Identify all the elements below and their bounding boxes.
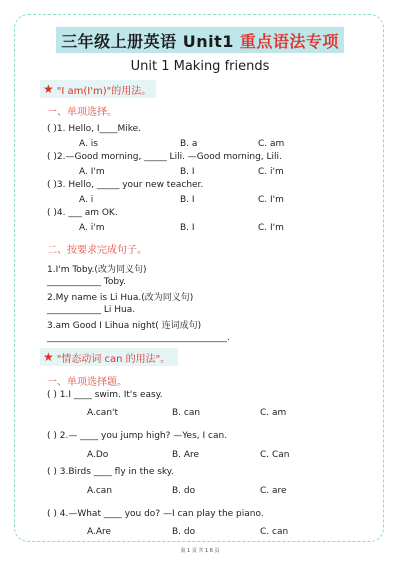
s1-q3: ( )3. Hello, _____ your new teacher.	[47, 180, 204, 190]
s1-sentence3-answer: ________________________________________.	[47, 333, 230, 343]
s1-q3-opt-b: B. I	[180, 195, 195, 205]
s2-q1-opt-b: B. can	[172, 408, 201, 418]
star-icon: ★	[43, 82, 54, 96]
s2-q4-opt-a: A.Are	[87, 527, 112, 537]
section2-title: "情态动词 can 的用法"。	[56, 353, 171, 365]
s2-q4-opt-b: B. do	[172, 527, 196, 537]
s2-q4-opt-c: C. can	[260, 527, 289, 537]
s2-q2-opt-a: A.Do	[87, 450, 109, 460]
s1-sentence2-answer: ____________ Li Hua.	[47, 305, 136, 315]
section1-header	[40, 80, 156, 98]
s2-q3-opt-b: B. do	[172, 486, 196, 496]
s1-q4-opt-b: B. I	[180, 223, 195, 233]
s2-q2: ( ) 2.— ____ you jump high? —Yes, I can.	[47, 431, 228, 441]
s2-q3-opt-c: C. are	[260, 486, 287, 496]
s2-q2-opt-c: C. Can	[260, 450, 290, 460]
s1-q1-opt-b: B. a	[180, 139, 198, 149]
title-highlight: 重点语法专项	[239, 31, 339, 51]
s1-q1: ( )1. Hello, I____Mike.	[47, 124, 142, 134]
s1-q2-opt-a: A. I'm	[79, 167, 105, 177]
s2-q3: ( ) 3.Birds ____ fly in the sky.	[47, 467, 174, 477]
s1-q3-opt-c: C. I'm	[258, 195, 284, 205]
s1-q2-opt-b: B. I	[180, 167, 195, 177]
page-footer: 第 1 页 共 1 6 页	[180, 548, 220, 554]
s1-q2: ( )2.—Good morning, _____ Lili. —Good morning, Lili.	[47, 152, 282, 162]
s2-q2-opt-b: B. Are	[172, 450, 200, 460]
s1-sentence2: 2.My name is Li Hua.(改为同义句)	[47, 293, 194, 303]
section2-part-a: 一、单项选择题。	[47, 377, 127, 388]
s1-sentence1: 1.I'm Toby.(改为同义句)	[47, 265, 147, 275]
unit-subtitle: Unit 1 Making friends	[130, 59, 270, 74]
star-icon: ★	[43, 350, 54, 364]
s1-q4-opt-c: C. I'm	[258, 223, 284, 233]
s1-q1-opt-c: C. am	[258, 139, 285, 149]
title-main: 三年级上册英语 Unit1	[61, 31, 234, 51]
section1-part-b: 二、按要求完成句子。	[47, 245, 147, 256]
section1-part-a: 一、单项选择。	[47, 107, 117, 118]
s1-sentence3: 3.am Good I Lihua night( 连词成句)	[47, 321, 202, 331]
s1-q4: ( )4. ___ am OK.	[47, 208, 118, 218]
title-banner	[56, 27, 344, 53]
section1-title: "I am(I'm)"的用法。	[56, 85, 152, 97]
s2-q1-opt-a: A.can't	[87, 408, 119, 418]
s2-q1: ( ) 1.I ____ swim. It's easy.	[47, 390, 163, 400]
s2-q4: ( ) 4.—What ____ you do? —I can play the piano.	[47, 509, 264, 519]
s1-q2-opt-c: C. i'm	[258, 167, 284, 177]
s1-sentence1-answer: ____________ Toby.	[47, 277, 126, 287]
s1-q3-opt-a: A. i	[79, 195, 94, 205]
section2-header	[40, 348, 178, 366]
s1-q4-opt-a: A. i'm	[79, 223, 105, 233]
s2-q3-opt-a: A.can	[87, 486, 113, 496]
s2-q1-opt-c: C. am	[260, 408, 287, 418]
s1-q1-opt-a: A. is	[79, 139, 98, 149]
